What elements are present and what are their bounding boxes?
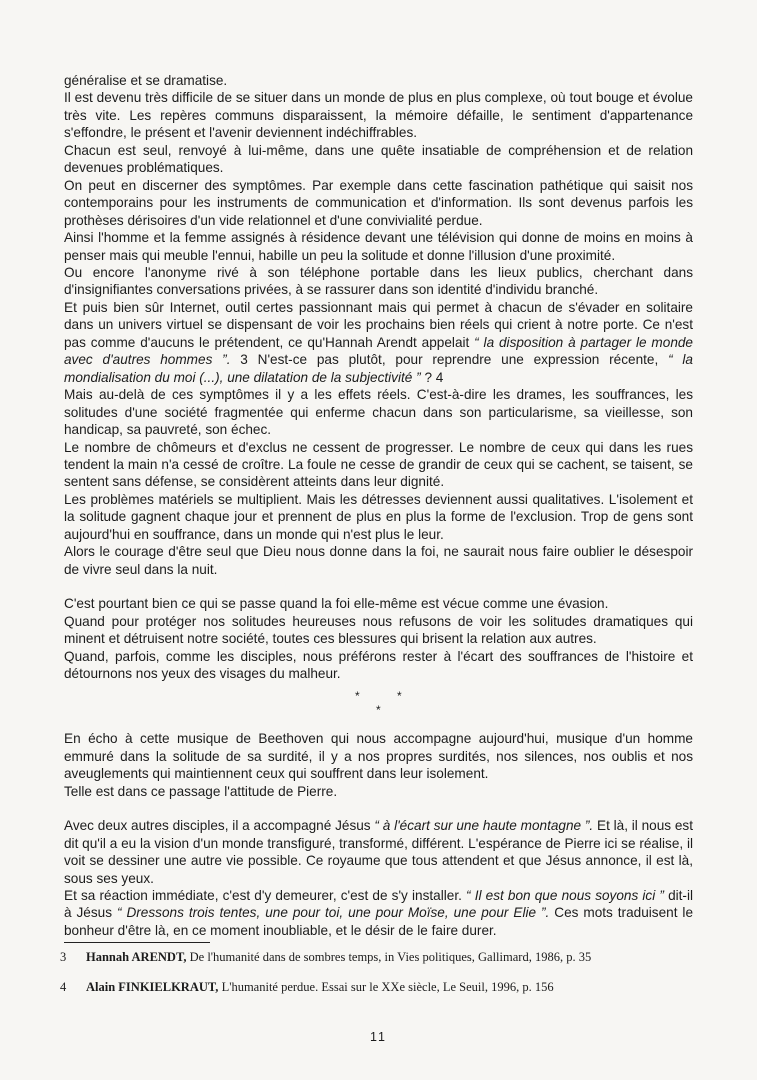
paragraph-text: Ces mots traduisent le bonheur d'être là, en ce moment inoubliable, et le désir de le faire durer. bbox=[64, 905, 694, 938]
paragraph bbox=[64, 887, 693, 939]
quote-finkielkraut: “ la mondialisation du moi (...), une dilatation de la subjectivité ” bbox=[64, 352, 693, 385]
paragraph: Le nombre de chômeurs et d'exclus ne cessent de progresser. Le nombre de ceux qui dans les rues tendent la main n'a cessé de croître. La foule ne cesse de grandir de ceux qui se cachent, se taisent, se sentent sans défense, se considèrent atteints dans leur dignité. bbox=[64, 439, 693, 490]
paragraph-text: ? 4 bbox=[424, 369, 444, 385]
paragraph: En écho à cette musique de Beethoven qui nous accompagne aujourd'hui, musique d'un homme emmuré dans la solitude de sa surdité, il y a nos propres surdités, nos silences, nos oublis et nos aveuglements qui maintiennent ceux qui souffrent dans leur isolement. bbox=[64, 731, 693, 782]
separator-star: * bbox=[376, 703, 381, 718]
page-number: 11 bbox=[370, 1030, 387, 1044]
paragraph: Les problèmes matériels se multiplient. Mais les détresses deviennent aussi qualitatives. L'isolement et la solitude gagnent chaque jour et prennent de plus en plus la forme de l'exclusion. Trop de gens sont aujourd'hui en souffrance, dans un monde qui n'est plus le leur. bbox=[64, 491, 693, 542]
footnote-3 bbox=[60, 949, 693, 965]
paragraph-text: Et puis bien sûr Internet, outil certes passionnant mais qui permet à chacun de s'évader en solitaire dans un univers virtuel se dispensant de voir les prochains bien réels qui crient à notre porte. Ce n'est pas comme d'aucuns le prétendent, ce qu'Hannah Arendt appelait bbox=[64, 299, 693, 350]
footnote-number: 4 bbox=[60, 980, 67, 995]
footnote-divider bbox=[64, 942, 210, 943]
body-text bbox=[64, 72, 693, 939]
paragraph: Chacun est seul, renvoyé à lui-même, dans une quête insatiable de compréhension et de relation devenues problématiques. bbox=[64, 142, 693, 176]
paragraph: généralise et se dramatise. bbox=[64, 73, 228, 88]
paragraph: Telle est dans ce passage l'attitude de Pierre. bbox=[64, 783, 338, 799]
paragraph-gap bbox=[64, 578, 693, 595]
quote-peter: “ Il est bon que nous soyons ici ” bbox=[466, 888, 664, 904]
paragraph-text: dit-il à Jésus bbox=[64, 888, 694, 921]
footnote-4 bbox=[60, 979, 693, 995]
paragraph: Ainsi l'homme et la femme assignés à résidence devant une télévision qui donne de moins en moins à penser mais qui meuble l'ennui, habille un peu la solitude et donne l'illusion d'une proximité. bbox=[64, 230, 693, 263]
footnote-number: 3 bbox=[60, 950, 67, 965]
paragraph-text: Et sa réaction immédiate, c'est d'y demeurer, c'est de s'y installer. bbox=[64, 888, 462, 904]
quote-arendt: “ la disposition à partager le monde avec d'autres hommes ”. bbox=[64, 334, 693, 368]
quote-tents: “ Dressons trois tentes, une pour toi, une pour Moïse, une pour Elie ”. bbox=[116, 905, 550, 921]
separator-star: * bbox=[355, 689, 360, 704]
paragraph: Quand, parfois, comme les disciples, nous préférons rester à l'écart des souffrances de l'histoire et détournons nos yeux des visages du malheur. bbox=[64, 648, 693, 681]
separator-star: * bbox=[397, 689, 402, 704]
paragraph: Quand pour protéger nos solitudes heureuses nous refusons de voir les solitudes dramatiques qui minent et détruisent notre société, toutes ces blessures qui brisent la relation aux autres. bbox=[64, 613, 693, 647]
paragraph: Ou encore l'anonyme rivé à son téléphone portable dans les lieux publics, cherchant dans d'insignifiantes conversations privées, à se rassurer dans son identité d'individu branché. bbox=[64, 264, 693, 298]
paragraph-gap bbox=[64, 800, 693, 817]
footnote-title: L'humanité perdue. Essai sur le XXe siècle, Le Seuil, 1996, p. 156 bbox=[221, 980, 554, 995]
footnote-ref-3: 3 bbox=[240, 352, 248, 368]
paragraph: C'est pourtant bien ce qui se passe quand la foi elle-même est vécue comme une évasion. bbox=[64, 596, 609, 612]
paragraph-text: N'est-ce pas plutôt, pour reprendre une expression récente, bbox=[257, 352, 659, 368]
paragraph: Il est devenu très difficile de se situer dans un monde de plus en plus complexe, où tout bouge et évolue très vite. Les repères communs disparaissent, la mémoire défaille, le sentiment d'appartenance s'effondre, le présent et l'avenir deviennent indéchiffrables. bbox=[64, 90, 693, 141]
footnote-author: Alain FINKIELKRAUT, bbox=[86, 980, 219, 995]
paragraph-text: Avec deux autres disciples, il a accompagné Jésus bbox=[64, 818, 371, 834]
footnote-author: Hannah ARENDT, bbox=[86, 950, 187, 965]
paragraph: Alors le courage d'être seul que Dieu nous donne dans la foi, ne saurait nous faire oublier le désespoir de vivre seul dans la nuit. bbox=[64, 544, 693, 577]
section-separator bbox=[64, 688, 693, 722]
footnote-title: De l'humanité dans de sombres temps, in Vies politiques, Gallimard, 1986, p. 35 bbox=[189, 950, 592, 965]
paragraph bbox=[64, 299, 693, 386]
quote-mountain: “ à l'écart sur une haute montagne ”. bbox=[374, 818, 594, 834]
footnotes bbox=[60, 949, 693, 995]
paragraph-text: Et là, il nous est dit qu'il a eu la vision d'un monde transfiguré, transformé, différent. L'espérance de Pierre ici se réalise, il voit se dessiner une autre vie possible. Ce royaume que tous attendent et que Jésus annonce, il est là, sous ses yeux. bbox=[64, 818, 694, 886]
paragraph bbox=[64, 817, 693, 887]
paragraph: Mais au-delà de ces symptômes il y a les effets réels. C'est-à-dire les drames, les souffrances, les solitudes d'une société fragmentée qui enferme chacun dans son particularisme, sa vieillesse, son handicap, sa pauvreté, son échec. bbox=[64, 387, 693, 438]
paragraph: On peut en discerner des symptômes. Par exemple dans cette fascination pathétique qui saisit nos contemporains pour les instruments de communication et d'information. Ils sont devenus parfois les prothèses dérisoires d'un vide relationnel et d'une convivialité perdue. bbox=[64, 177, 693, 228]
